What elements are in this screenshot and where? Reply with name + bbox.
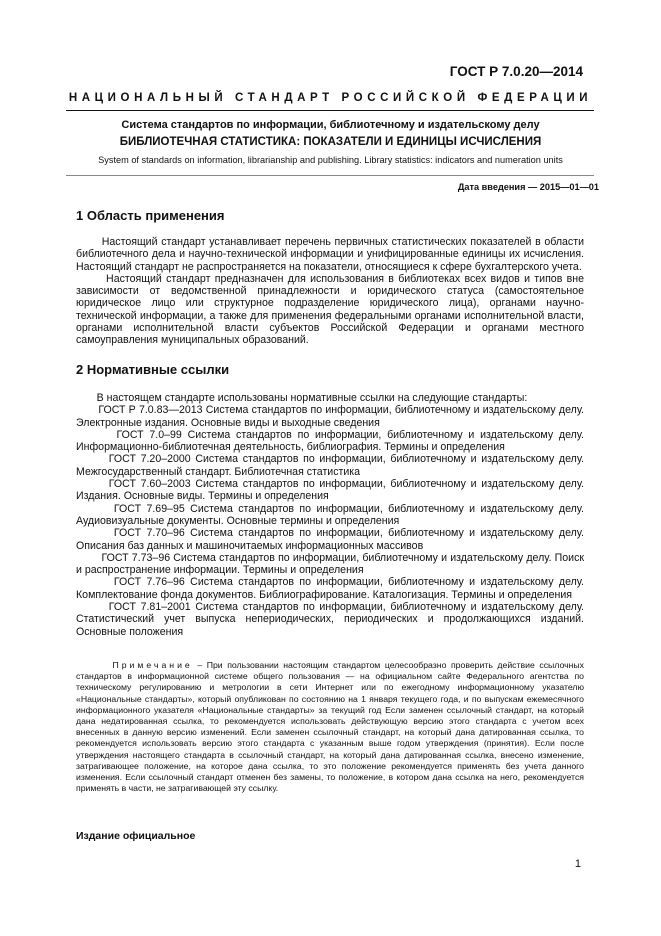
reference-item: ГОСТ 7.60–2003 Система стандартов по информации, библиотечному и издательскому делу. Издания. Основные виды. Термины и определения <box>76 478 585 503</box>
reference-item: ГОСТ 7.0–99 Система стандартов по информации, библиотечному и издательскому делу. Информационно-библиотечная деятельность, библиография. Термины и определения <box>76 428 584 454</box>
section-1-body <box>76 236 584 347</box>
paragraph: Настоящий стандарт предназначен для использования в библиотеках всех видов и типов вне зависимости от ведомственной принадлежности и юридического статуса (самостоятельное юридическое лицо или структурное подразделение юридического лица), органами научно-технической информации, а также для применения федеральными органами исполнительной власти, органами исполнительной власти субъектов Российской Федерации и органами местного самоуправления муниципальных образований. <box>76 272 584 347</box>
paragraph: Настоящий стандарт устанавливает перечень первичных статистических показателей в области библиотечного дела и научно-технической информации и унифицированные единицы их исчисления. Настоящий стандарт не распространяется на показатели, относящиеся к сфере бухгалтерского учета. <box>76 236 584 273</box>
section-2-heading: 2 Нормативные ссылки <box>76 362 230 377</box>
reference-item: ГОСТ 7.73–96 Система стандартов по информации, библиотечному и издательскому делу. Поиск и распространение информации. Термины и определения <box>76 551 584 577</box>
document-number: ГОСТ Р 7.0.20—2014 <box>449 64 583 79</box>
paragraph: В настоящем стандарте использованы нормативные ссылки на следующие стандарты: <box>96 392 528 404</box>
national-standard-banner: НАЦИОНАЛЬНЫЙ СТАНДАРТ РОССИЙСКОЙ ФЕДЕРАЦИИ <box>68 92 593 104</box>
reference-note <box>76 660 584 794</box>
official-edition-label: Издание официальное <box>76 830 196 842</box>
section-2-body <box>76 392 584 638</box>
page-number: 1 <box>574 858 581 870</box>
main-title: БИБЛИОТЕЧНАЯ СТАТИСТИКА: ПОКАЗАТЕЛИ И ЕДИНИЦЫ ИСЧИСЛЕНИЯ <box>119 136 542 148</box>
note-paragraph <box>76 660 584 794</box>
reference-item: ГОСТ Р 7.0.83—2013 Система стандартов по информации, библиотечному и издательскому делу. Электронные издания. Основные виды и выходные сведения <box>76 404 584 429</box>
note-label: Примечание <box>112 660 193 670</box>
note-text: – При пользовании настоящим стандартом целесообразно проверить действие ссылочных стандартов в информационной системе общего пользования — на официальном сайте Федерального агентства по техническому регулированию и метрологии в сети Интернет или по ежегодному информационному указателю «Национальные стандарты», который опубликован по состоянию на 1 января текущего года, и по выпускам ежемесячного информационного указателя «Национальные стандарты» за текущий год Если заменен ссылочный стандарт, на который дана недатированная ссылка, то рекомендуется использовать действующую версию этого стандарта с учетом всех внесенных в данную версию изменений. Если заменен ссылочный стандарт, на который дана датированная ссылка, то рекомендуется использовать версию этого стандарта с указанным выше годом утверждения (принятия). Если после утверждения настоящего стандарта в ссылочный стандарт, на который дана датированная ссылка, внесено изменение, затрагивающее положение, на которое дана ссылка, то это положение рекомендуется применять без учета данного изменения. Если ссылочный стандарт отменен без замены, то положение, в котором дана ссылка на него, рекомендуется применять в части, не затрагивающей эту ссылку. <box>76 660 585 794</box>
english-title: System of standards on information, librarianship and publishing. Library statistics: indicators and numeration units <box>98 155 563 165</box>
reference-item: ГОСТ 7.20–2000 Система стандартов по информации, библиотечному и издательскому делу. Межгосударственный стандарт. Библиотечная статистика <box>76 453 585 478</box>
reference-item: ГОСТ 7.70–96 Система стандартов по информации, библиотечному и издательскому делу. Описания баз данных и машиночитаемых информационных массивов <box>76 527 584 552</box>
reference-item: ГОСТ 7.76–96 Система стандартов по информации, библиотечному и издательскому делу. Комплектование фонда документов. Библиографирование. Каталогизация. Термины и определения <box>76 576 584 601</box>
system-title: Система стандартов по информации, библиотечному и издательскому делу <box>121 119 540 131</box>
section-1-heading: 1 Область применения <box>76 208 225 223</box>
header-rule <box>66 110 594 111</box>
reference-item: ГОСТ 7.81–2001 Система стандартов по информации, библиотечному и издательскому делу. Статистический учет выпуска непериодических, периодических и продолжающихся изданий. Основные положения <box>76 601 585 638</box>
intro-date: Дата введения — 2015—01—01 <box>457 182 599 192</box>
title-rule <box>66 175 594 176</box>
reference-item: ГОСТ 7.69–95 Система стандартов по информации, библиотечному и издательскому делу. Аудиовизуальные документы. Основные термины и определения <box>76 502 584 527</box>
